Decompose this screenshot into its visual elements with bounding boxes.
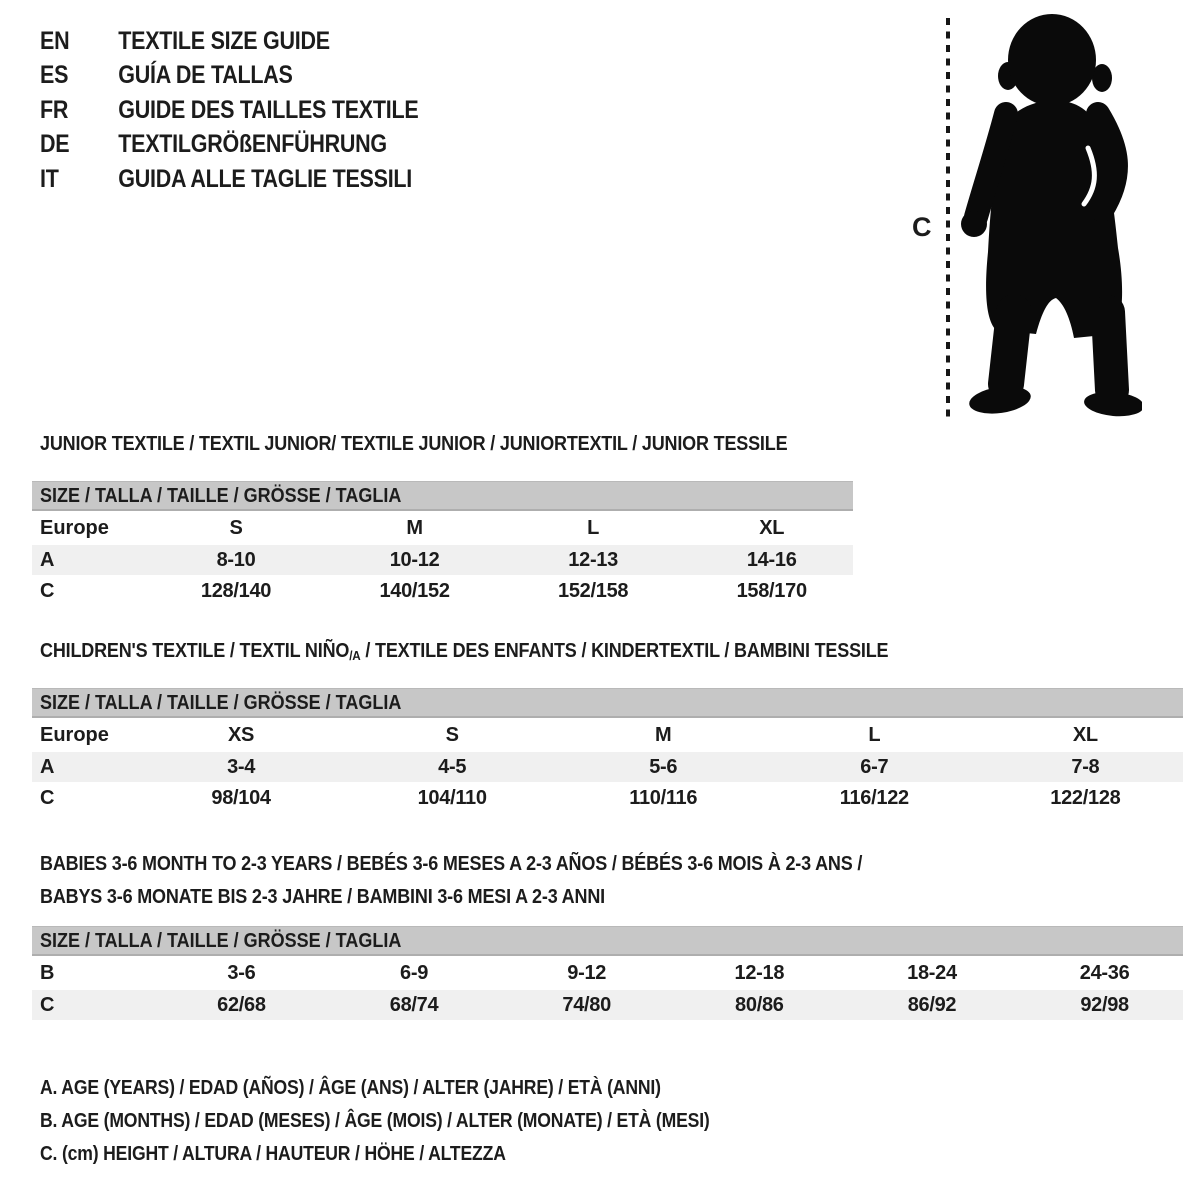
legend-notes	[40, 1072, 801, 1171]
language-title: GUIDA ALLE TAGLIE TESSILI	[118, 164, 413, 193]
table-cell: 92/98	[1080, 993, 1129, 1016]
language-row-es	[40, 59, 418, 94]
table-row-height	[32, 990, 1183, 1020]
table-cell: S	[445, 723, 459, 746]
table-row-age	[32, 545, 853, 575]
table-cell: 68/74	[389, 993, 439, 1016]
language-title: TEXTILE SIZE GUIDE	[118, 26, 330, 55]
size-header-label: SIZE / TALLA / TAILLE / GRÖSSE / TAGLIA	[40, 485, 402, 507]
table-row-age	[32, 752, 1183, 782]
table-cell: L	[868, 723, 881, 746]
note-age-years: A. AGE (YEARS) / EDAD (AÑOS) / ÂGE (ANS) / ALTER (JAHRE) / ETÀ (ANNI)	[40, 1077, 661, 1099]
table-cell: 24-36	[1079, 961, 1130, 984]
table-cell: 3-6	[227, 961, 256, 984]
table-cell: 80/86	[735, 993, 784, 1016]
babies-heading-line1: BABIES 3-6 MONTH TO 2-3 YEARS / BEBÉS 3-6 MESES A 2-3 AÑOS / BÉBÉS 3-6 MOIS À 2-3 ANS /	[40, 853, 863, 875]
row-label: C	[40, 579, 55, 602]
table-cell: 98/104	[211, 786, 271, 809]
table-cell: 12-18	[734, 961, 785, 984]
table-cell: M	[655, 723, 672, 746]
table-row-europe	[32, 718, 1183, 752]
table-cell: 116/122	[839, 786, 909, 809]
height-measure-dashed-line	[946, 18, 950, 418]
table-cell: 6-9	[400, 961, 429, 984]
language-code: EN	[40, 26, 70, 55]
junior-size-table	[32, 481, 853, 607]
children-heading-main: CHILDREN'S TEXTILE / TEXTIL NIÑO	[40, 640, 350, 662]
babies-size-table	[32, 926, 1183, 1020]
language-title: GUÍA DE TALLAS	[118, 61, 293, 90]
table-cell: 9-12	[567, 961, 607, 984]
table-cell: 140/152	[379, 579, 450, 602]
table-cell: M	[406, 516, 423, 539]
table-cell: 8-10	[216, 548, 256, 571]
row-label: C	[40, 786, 55, 809]
height-measure-label: C	[912, 212, 932, 242]
babies-heading-line2: BABYS 3-6 MONATE BIS 2-3 JAHRE / BAMBINI 3-6 MESI A 2-3 ANNI	[40, 886, 605, 908]
table-cell: 10-12	[389, 548, 440, 571]
row-label: C	[40, 993, 55, 1016]
table-row-height	[32, 575, 853, 607]
table-cell: 128/140	[200, 579, 272, 602]
size-header-bar	[32, 688, 1183, 718]
children-heading-sub: /A	[349, 648, 361, 663]
table-cell: 12-13	[568, 548, 618, 571]
table-row-europe	[32, 511, 853, 545]
language-row-fr	[40, 93, 418, 128]
size-header-bar	[32, 926, 1183, 956]
table-cell: 122/128	[1050, 786, 1121, 809]
junior-section-heading: JUNIOR TEXTILE / TEXTIL JUNIOR/ TEXTILE JUNIOR / JUNIORTEXTIL / JUNIOR TESSILE	[40, 433, 788, 455]
size-header-label: SIZE / TALLA / TAILLE / GRÖSSE / TAGLIA	[40, 930, 402, 952]
row-label: B	[40, 961, 55, 984]
table-cell: 4-5	[438, 755, 467, 778]
table-cell: XL	[759, 516, 785, 539]
row-label: A	[40, 548, 55, 571]
table-cell: 62/68	[217, 993, 266, 1016]
language-code: ES	[40, 61, 69, 90]
size-header-bar	[32, 481, 853, 511]
row-label: Europe	[40, 723, 109, 746]
table-cell: 14-16	[746, 548, 797, 571]
table-cell: 18-24	[907, 961, 957, 984]
note-age-months: B. AGE (MONTHS) / EDAD (MESES) / ÂGE (MOIS) / ALTER (MONATE) / ETÀ (MESI)	[40, 1110, 710, 1132]
row-label: Europe	[40, 516, 109, 539]
table-cell: XL	[1072, 723, 1098, 746]
table-cell: 7-8	[1071, 755, 1100, 778]
language-code: FR	[40, 95, 69, 124]
children-heading-rest: / TEXTILE DES ENFANTS / KINDERTEXTIL / BAMBINI TESSILE	[360, 640, 889, 662]
table-cell: 86/92	[907, 993, 957, 1016]
babies-section-heading	[40, 848, 862, 914]
table-cell: 3-4	[227, 755, 256, 778]
language-row-it	[40, 162, 418, 197]
toddler-silhouette-image	[952, 12, 1142, 422]
table-cell: 74/80	[562, 993, 611, 1016]
table-cell: XS	[228, 723, 255, 746]
table-cell: 6-7	[860, 755, 889, 778]
children-section-heading	[40, 640, 888, 663]
language-row-en	[40, 24, 418, 59]
table-cell: 110/116	[629, 786, 698, 809]
table-cell: 5-6	[649, 755, 678, 778]
table-cell: L	[587, 516, 600, 539]
language-row-de	[40, 128, 418, 163]
size-header-label: SIZE / TALLA / TAILLE / GRÖSSE / TAGLIA	[40, 692, 402, 714]
language-title: TEXTILGRÖßENFÜHRUNG	[118, 130, 387, 159]
children-size-table	[32, 688, 1183, 814]
table-row-height	[32, 782, 1183, 814]
table-cell: 152/158	[558, 579, 629, 602]
table-row-age-months	[32, 956, 1183, 990]
language-title: GUIDE DES TAILLES TEXTILE	[118, 95, 419, 124]
table-cell: S	[229, 516, 243, 539]
language-code: DE	[40, 130, 70, 159]
language-list	[40, 24, 480, 197]
note-height-cm: C. (cm) HEIGHT / ALTURA / HAUTEUR / HÖHE / ALTEZZA	[40, 1143, 506, 1165]
row-label: A	[40, 755, 55, 778]
table-cell: 158/170	[736, 579, 807, 602]
language-code: IT	[40, 164, 59, 193]
table-cell: 104/110	[417, 786, 487, 809]
